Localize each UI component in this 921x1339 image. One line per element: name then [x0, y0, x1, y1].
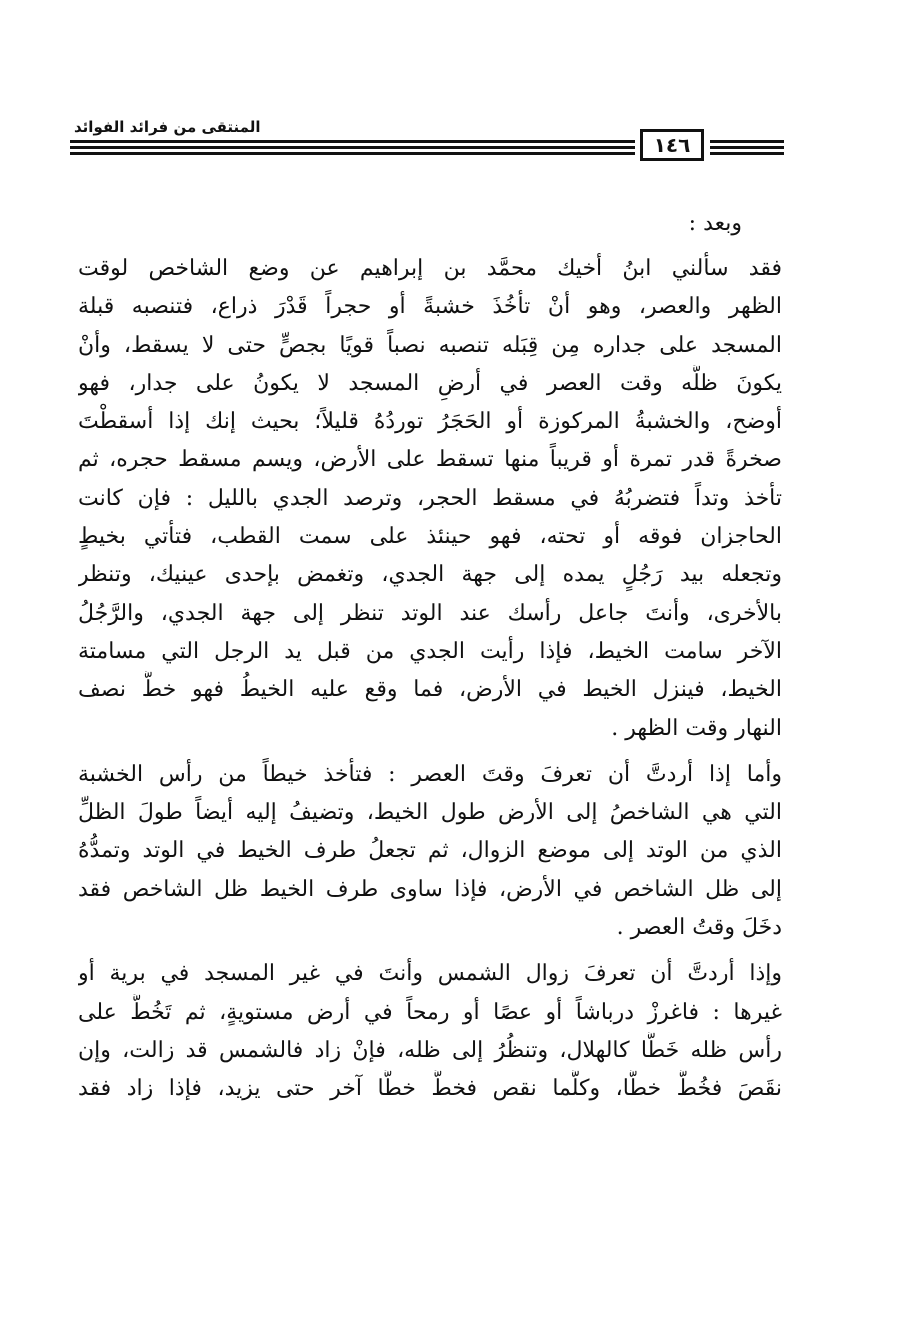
text-line: إلى ظل الشاخص في الأرض، فإذا ساوى طرف الخيط ظل الشاخص فقد: [78, 876, 782, 902]
header-rule: [710, 152, 784, 155]
text-line: المسجد على جداره مِن قِبَله تنصبه نصباً قويًا بجصٍّ حتى لا يسقط، وأنْ: [78, 332, 782, 358]
text-line: الآخر سامت الخيط، فإذا رأيت الجدي من قبل يد الرجل التي مسامتة: [78, 638, 782, 664]
text-line: تأخذ وتداً فتضربُهُ في مسقط الحجر، وترصد الجدي بالليل : فإن كانت: [78, 485, 782, 511]
text-line: بالأخرى، وأنتَ جاعل رأسك عند الوتد تنظر إلى جهة الجدي، والرَّجُلُ: [78, 600, 782, 626]
text-line: وتجعله بيد رَجُلٍ يمده إلى جهة الجدي، وتغمض بإحدى عينيك، وتنظر: [78, 562, 782, 588]
text-line: التي هي الشاخصُ إلى الأرض طول الخيط، وتضيفُ إليه أيضاً طولَ الظلِّ: [78, 800, 782, 826]
text-line: وأما إذا أردتَّ أن تعرفَ وقتَ العصر : فتأخذ خيطاً من رأس الخشبة: [78, 761, 782, 787]
header-rule: [710, 140, 784, 143]
text-line: وإذا أردتَّ أن تعرفَ زوال الشمس وأنتَ في غير المسجد في برية أو: [78, 961, 782, 987]
paragraph-2: [78, 756, 782, 947]
paragraph-gap: [78, 947, 782, 955]
text-line: غيرها : فاغرزْ درباشاً أو عصًا أو رمحاً في أرض مستويةٍ، ثم تَخُطُّ على: [78, 999, 782, 1025]
text-line: صخرةً قدر تمرة أو قريباً منها تسقط على الأرض، ويسم مسقط حجره، ثم: [78, 447, 782, 473]
running-title: المنتقى من فرائد الفوائد: [74, 118, 261, 136]
text-line: الحاجزان فوقه أو تحته، فهو حينئذ على سمت القطب، فتأتي بخيطٍ: [78, 524, 782, 550]
text-line: يكونَ ظلُّه وقت العصر في أرضِ المسجد لا يكونُ على جدار، فهو: [78, 370, 782, 396]
text-line: دخَلَ وقتُ العصر .: [616, 915, 782, 941]
text-line: الذي من الوتد إلى موضع الزوال، ثم تجعلُ طرف الخيط في الوتد وتمدُّهُ: [78, 838, 782, 864]
body-text: [78, 198, 782, 1109]
paragraph-1: [78, 250, 782, 748]
page-number: ١٤٦: [640, 129, 704, 161]
text-line: الخيط، فينزل الخيط في الأرض، فما وقع عليه الخيطُ فهو خطُّ نصف: [78, 677, 782, 703]
text-line: الظهر والعصر، وهو أنْ تأخُذَ خشبةً أو حجراً قَدْرَ ذراع، فتنصبه قبلة: [78, 294, 782, 320]
header-rule: [70, 146, 635, 149]
text-line: فقد سألني ابنُ أخيك محمَّد بن إبراهيم عن وضع الشاخص لوقت: [78, 256, 782, 281]
text-line: أوضح، والخشبةُ المركوزة أو الحَجَرُ توردُهُ قليلاً؛ بحيث إنك إذا أسقطْتَ: [78, 409, 782, 435]
header-rule: [70, 140, 635, 143]
opening-phrase: وبعد :: [688, 211, 742, 236]
text-line: النهار وقت الظهر .: [611, 715, 782, 741]
header-rule: [710, 146, 784, 149]
text-line: رأس ظله خَطًّا كالهلال، وتنظُرُ إلى ظله، فإنْ زاد فالشمس قد زالت، وإن: [78, 1037, 782, 1063]
page-header: [70, 110, 784, 170]
paragraph-3: [78, 955, 782, 1108]
paragraph-gap: [78, 748, 782, 756]
text-line: نقَصَ فخُطَّ خطًّا، وكلَّما نقص فخطَّ خطًّا آخر حتى يزيد، فإذا زاد فقد: [78, 1076, 782, 1102]
header-rule: [70, 152, 635, 155]
